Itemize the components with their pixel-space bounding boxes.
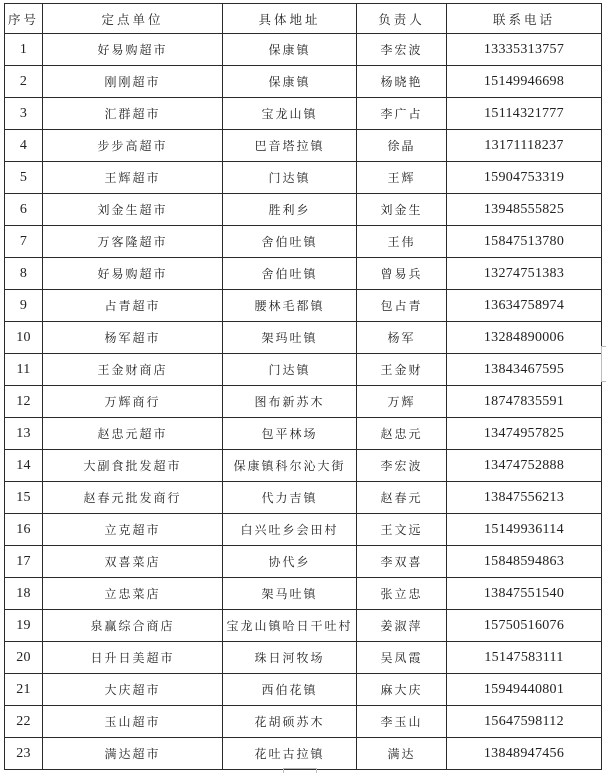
cell-person: 张立忠 bbox=[357, 578, 447, 610]
cell-phone: 13274751383 bbox=[447, 258, 602, 290]
cell-index: 16 bbox=[5, 514, 43, 546]
cell-phone: 13171118237 bbox=[447, 130, 602, 162]
cell-person: 李广占 bbox=[357, 98, 447, 130]
cell-person: 李双喜 bbox=[357, 546, 447, 578]
cell-phone: 15904753319 bbox=[447, 162, 602, 194]
header-unit: 定点单位 bbox=[43, 4, 223, 34]
cell-phone: 13474752888 bbox=[447, 450, 602, 482]
cell-address: 保康镇 bbox=[223, 66, 357, 98]
cell-address: 珠日河牧场 bbox=[223, 642, 357, 674]
table-row bbox=[5, 610, 602, 642]
cell-index: 6 bbox=[5, 194, 43, 226]
cell-index: 8 bbox=[5, 258, 43, 290]
cell-unit: 万客隆超市 bbox=[43, 226, 223, 258]
table-row bbox=[5, 66, 602, 98]
cell-unit: 万辉商行 bbox=[43, 386, 223, 418]
table-row bbox=[5, 34, 602, 66]
cell-person: 吴凤霞 bbox=[357, 642, 447, 674]
cell-address: 舍伯吐镇 bbox=[223, 258, 357, 290]
cell-address: 宝龙山镇 bbox=[223, 98, 357, 130]
cell-unit: 占青超市 bbox=[43, 290, 223, 322]
cell-phone: 15149946698 bbox=[447, 66, 602, 98]
table-row bbox=[5, 706, 602, 738]
cell-phone: 13474957825 bbox=[447, 418, 602, 450]
cell-person: 刘金生 bbox=[357, 194, 447, 226]
table-row bbox=[5, 546, 602, 578]
cell-unit: 赵春元批发商行 bbox=[43, 482, 223, 514]
page-edge-marker-right bbox=[601, 346, 606, 382]
cell-phone: 15847513780 bbox=[447, 226, 602, 258]
table-row bbox=[5, 322, 602, 354]
cell-person: 王文远 bbox=[357, 514, 447, 546]
cell-index: 19 bbox=[5, 610, 43, 642]
cell-index: 12 bbox=[5, 386, 43, 418]
table-row bbox=[5, 738, 602, 770]
cell-index: 11 bbox=[5, 354, 43, 386]
cell-index: 23 bbox=[5, 738, 43, 770]
cell-address: 腰林毛都镇 bbox=[223, 290, 357, 322]
table-row bbox=[5, 418, 602, 450]
cell-person: 李玉山 bbox=[357, 706, 447, 738]
cell-index: 13 bbox=[5, 418, 43, 450]
cell-person: 李宏波 bbox=[357, 34, 447, 66]
table-row bbox=[5, 354, 602, 386]
cell-address: 架马吐镇 bbox=[223, 578, 357, 610]
cell-unit: 立克超市 bbox=[43, 514, 223, 546]
cell-person: 赵春元 bbox=[357, 482, 447, 514]
cell-index: 20 bbox=[5, 642, 43, 674]
table-row bbox=[5, 98, 602, 130]
cell-unit: 王辉超市 bbox=[43, 162, 223, 194]
cell-person: 包占青 bbox=[357, 290, 447, 322]
cell-unit: 好易购超市 bbox=[43, 34, 223, 66]
cell-address: 保康镇科尔沁大街 bbox=[223, 450, 357, 482]
table-row bbox=[5, 162, 602, 194]
cell-index: 14 bbox=[5, 450, 43, 482]
cell-unit: 赵忠元超市 bbox=[43, 418, 223, 450]
cell-unit: 满达超市 bbox=[43, 738, 223, 770]
cell-address: 西伯花镇 bbox=[223, 674, 357, 706]
cell-address: 架玛吐镇 bbox=[223, 322, 357, 354]
page-edge-marker-bottom bbox=[283, 768, 317, 773]
cell-person: 王伟 bbox=[357, 226, 447, 258]
cell-phone: 13847556213 bbox=[447, 482, 602, 514]
table-body bbox=[5, 34, 602, 770]
cell-phone: 15647598112 bbox=[447, 706, 602, 738]
cell-index: 17 bbox=[5, 546, 43, 578]
cell-phone: 15949440801 bbox=[447, 674, 602, 706]
cell-address: 舍伯吐镇 bbox=[223, 226, 357, 258]
cell-phone: 15149936114 bbox=[447, 514, 602, 546]
cell-address: 图布新苏木 bbox=[223, 386, 357, 418]
cell-address: 门达镇 bbox=[223, 162, 357, 194]
table-row bbox=[5, 386, 602, 418]
cell-phone: 18747835591 bbox=[447, 386, 602, 418]
cell-address: 胜利乡 bbox=[223, 194, 357, 226]
cell-index: 15 bbox=[5, 482, 43, 514]
cell-person: 王辉 bbox=[357, 162, 447, 194]
cell-index: 1 bbox=[5, 34, 43, 66]
table-row bbox=[5, 642, 602, 674]
cell-unit: 玉山超市 bbox=[43, 706, 223, 738]
cell-unit: 立忠菜店 bbox=[43, 578, 223, 610]
cell-address: 宝龙山镇哈日干吐村 bbox=[223, 610, 357, 642]
table-row bbox=[5, 514, 602, 546]
cell-address: 花吐古拉镇 bbox=[223, 738, 357, 770]
cell-phone: 13335313757 bbox=[447, 34, 602, 66]
cell-unit: 泉赢综合商店 bbox=[43, 610, 223, 642]
cell-person: 徐晶 bbox=[357, 130, 447, 162]
header-phone: 联系电话 bbox=[447, 4, 602, 34]
table-row bbox=[5, 130, 602, 162]
cell-phone: 13634758974 bbox=[447, 290, 602, 322]
header-address: 具体地址 bbox=[223, 4, 357, 34]
cell-index: 3 bbox=[5, 98, 43, 130]
cell-person: 王金财 bbox=[357, 354, 447, 386]
header-person: 负责人 bbox=[357, 4, 447, 34]
table-row bbox=[5, 674, 602, 706]
table-row bbox=[5, 290, 602, 322]
cell-index: 10 bbox=[5, 322, 43, 354]
table-row bbox=[5, 226, 602, 258]
cell-address: 花胡硕苏木 bbox=[223, 706, 357, 738]
cell-phone: 13284890006 bbox=[447, 322, 602, 354]
cell-person: 姜淑萍 bbox=[357, 610, 447, 642]
cell-index: 2 bbox=[5, 66, 43, 98]
cell-unit: 大庆超市 bbox=[43, 674, 223, 706]
cell-unit: 双喜菜店 bbox=[43, 546, 223, 578]
cell-unit: 刚刚超市 bbox=[43, 66, 223, 98]
cell-index: 7 bbox=[5, 226, 43, 258]
cell-person: 赵忠元 bbox=[357, 418, 447, 450]
table-row bbox=[5, 482, 602, 514]
cell-unit: 王金财商店 bbox=[43, 354, 223, 386]
cell-index: 4 bbox=[5, 130, 43, 162]
cell-phone: 15147583111 bbox=[447, 642, 602, 674]
table-header-row bbox=[5, 4, 602, 34]
cell-address: 协代乡 bbox=[223, 546, 357, 578]
cell-unit: 大副食批发超市 bbox=[43, 450, 223, 482]
table-row bbox=[5, 450, 602, 482]
cell-index: 18 bbox=[5, 578, 43, 610]
cell-person: 杨军 bbox=[357, 322, 447, 354]
cell-phone: 15114321777 bbox=[447, 98, 602, 130]
cell-phone: 13843467595 bbox=[447, 354, 602, 386]
cell-address: 巴音塔拉镇 bbox=[223, 130, 357, 162]
cell-phone: 13948555825 bbox=[447, 194, 602, 226]
cell-index: 9 bbox=[5, 290, 43, 322]
cell-unit: 好易购超市 bbox=[43, 258, 223, 290]
cell-address: 白兴吐乡会田村 bbox=[223, 514, 357, 546]
cell-address: 包平林场 bbox=[223, 418, 357, 450]
cell-person: 杨晓艳 bbox=[357, 66, 447, 98]
cell-person: 满达 bbox=[357, 738, 447, 770]
designated-stores-table bbox=[4, 3, 602, 770]
cell-person: 万辉 bbox=[357, 386, 447, 418]
table-row bbox=[5, 258, 602, 290]
cell-unit: 刘金生超市 bbox=[43, 194, 223, 226]
cell-phone: 15848594863 bbox=[447, 546, 602, 578]
cell-address: 门达镇 bbox=[223, 354, 357, 386]
cell-person: 曾易兵 bbox=[357, 258, 447, 290]
table-row bbox=[5, 578, 602, 610]
cell-unit: 汇群超市 bbox=[43, 98, 223, 130]
cell-unit: 杨军超市 bbox=[43, 322, 223, 354]
cell-address: 代力吉镇 bbox=[223, 482, 357, 514]
cell-index: 21 bbox=[5, 674, 43, 706]
cell-unit: 日升日美超市 bbox=[43, 642, 223, 674]
cell-person: 麻大庆 bbox=[357, 674, 447, 706]
cell-index: 5 bbox=[5, 162, 43, 194]
cell-address: 保康镇 bbox=[223, 34, 357, 66]
cell-phone: 13848947456 bbox=[447, 738, 602, 770]
cell-person: 李宏波 bbox=[357, 450, 447, 482]
cell-phone: 15750516076 bbox=[447, 610, 602, 642]
cell-phone: 13847551540 bbox=[447, 578, 602, 610]
cell-index: 22 bbox=[5, 706, 43, 738]
cell-unit: 步步高超市 bbox=[43, 130, 223, 162]
header-index: 序号 bbox=[5, 4, 43, 34]
table-row bbox=[5, 194, 602, 226]
